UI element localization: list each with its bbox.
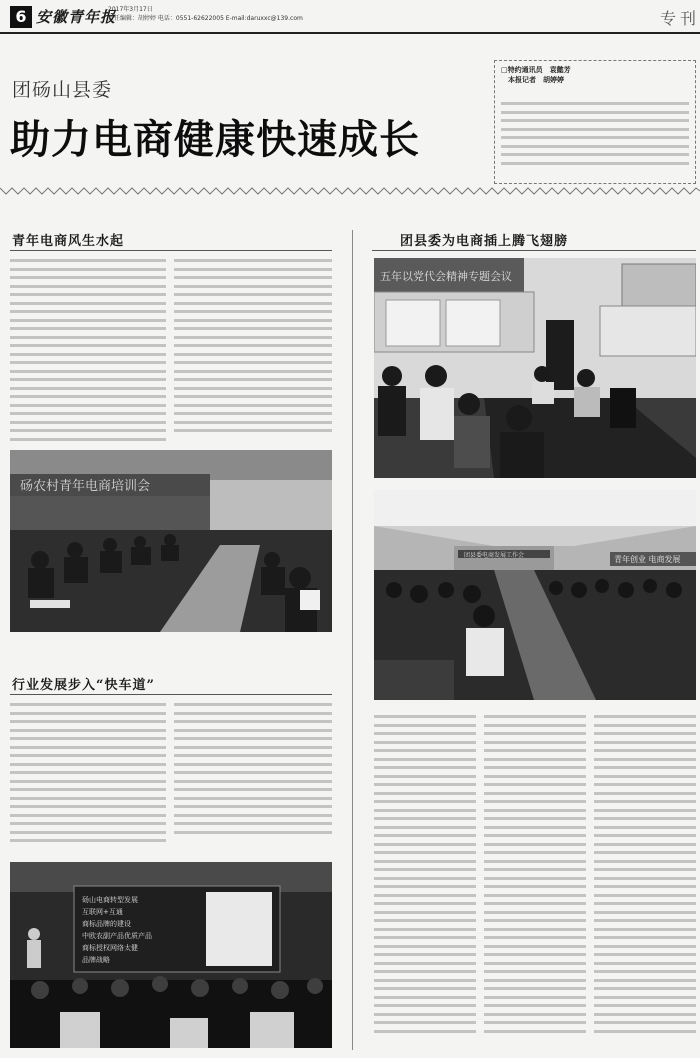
paper-name-logo: 安徽青年报 <box>36 8 117 26</box>
slide-line-4: 中欧农副产品优质产品 <box>82 932 152 940</box>
byline-correspondent: □特约通讯员 袁懿芳 <box>501 66 571 74</box>
slide-line-1: 砀山电商转型发展 <box>82 896 138 904</box>
zigzag-divider <box>0 186 700 196</box>
section-title-fast-lane: 行业发展步入“快车道” <box>12 678 155 693</box>
article-text-col-2 <box>174 256 332 444</box>
photo-b-banner-text: 团县委电商发展工作会 <box>464 552 525 559</box>
article-text-col-5 <box>374 712 476 1048</box>
photo-lecture <box>10 862 332 1048</box>
section-title-league-committee: 团县委为电商插上腾飞翅膀 <box>400 234 569 249</box>
slide-line-5: 商标授权网络太健 <box>82 944 138 952</box>
article-text-col-3 <box>10 700 166 850</box>
section-rule-2 <box>10 694 332 695</box>
photo-committee-meeting <box>374 258 696 478</box>
photo-banner-text: 砀农村青年电商培训会 <box>20 479 151 494</box>
slide-line-3: 商标品牌的建设 <box>82 920 131 928</box>
article-text-col-6 <box>484 712 586 1048</box>
page-number: 6 <box>10 6 32 28</box>
slide-line-2: 互联网+互通 <box>82 908 123 916</box>
section-tag: 专刊 <box>660 9 700 28</box>
byline-box <box>494 60 696 184</box>
photo-assembly-hall-image <box>374 490 696 700</box>
photo-assembly-hall <box>374 490 696 700</box>
editor-contact: 责任编辑：胡婷婷 电话：0551-62622005 E-mail:daruxxc@139.com <box>108 15 303 22</box>
lead-paragraph <box>501 99 689 167</box>
main-headline: 助力电商健康快速成长 <box>10 116 420 163</box>
byline-reporter: 本报记者 胡婷婷 <box>501 76 564 84</box>
article-text-col-4 <box>174 700 332 850</box>
photo-training-meeting <box>10 450 332 632</box>
kicker: 团砀山县委 <box>12 79 113 101</box>
photo-lecture-image <box>10 862 332 1048</box>
section-rule <box>10 250 332 251</box>
section-title-youth-ecommerce: 青年电商风生水起 <box>12 234 125 249</box>
masthead-info <box>108 5 303 23</box>
column-divider <box>352 230 353 1050</box>
photo-committee-meeting-image <box>374 258 696 478</box>
section-rule-3 <box>372 250 696 251</box>
article-text-col-7 <box>594 712 696 1048</box>
photo-training-meeting-image <box>10 450 332 632</box>
slide-line-6: 品牌战略 <box>82 956 110 964</box>
photo-b-side-banner-text: 青年创业 电商发展 <box>614 555 681 564</box>
issue-date: 2017年3月17日 <box>108 6 153 13</box>
photo-a-banner-text: 五年以党代会精神专题会议 <box>380 270 512 283</box>
article-text-col-1 <box>10 256 166 444</box>
masthead <box>0 0 700 34</box>
